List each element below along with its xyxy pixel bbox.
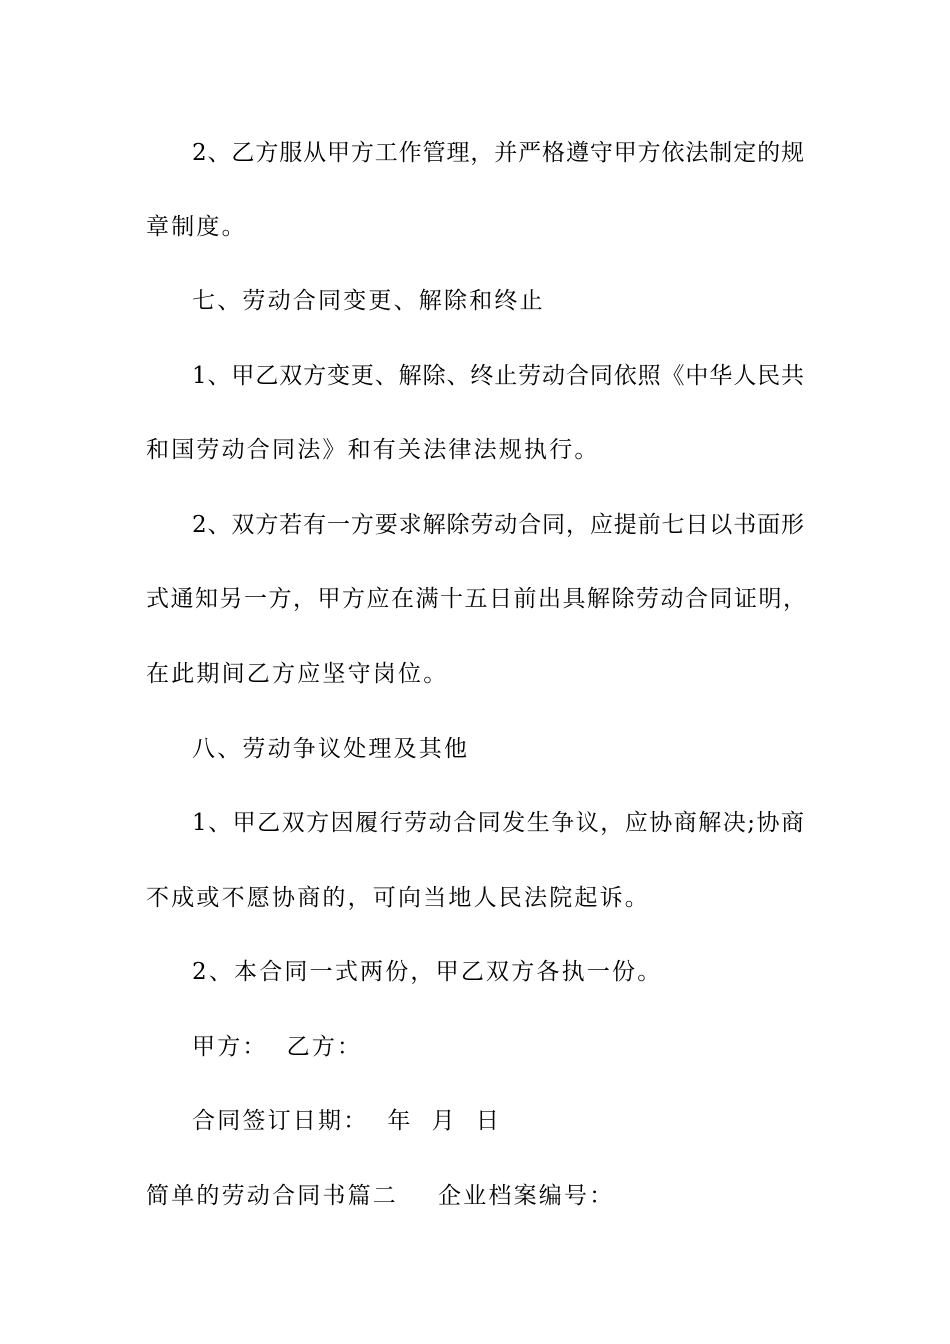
signing-date: 合同签订日期： 年 月 日 xyxy=(192,1108,502,1134)
paragraph-line: 2、双方若有一方要求解除劳动合同，应提前七日以书面形 xyxy=(192,512,804,538)
footer-row xyxy=(146,1181,614,1211)
paragraph-line: 2、乙方服从甲方工作管理，并严格遵守甲方依法制定的规 xyxy=(192,140,804,166)
section-heading: 八、劳动争议处理及其他 xyxy=(192,736,470,762)
paragraph-line: 在此期间乙方应坚守岗位。 xyxy=(146,661,449,687)
paragraph-line: 章制度。 xyxy=(146,214,247,240)
paragraph-line: 不成或不愿协商的，可向当地人民法院起诉。 xyxy=(146,885,650,911)
paragraph-line: 和国劳动合同法》和有关法律法规执行。 xyxy=(146,437,600,463)
paragraph-line: 式通知另一方，甲方应在满十五日前出具解除劳动合同证明， xyxy=(146,586,806,612)
section-heading: 七、劳动合同变更、解除和终止 xyxy=(192,288,545,314)
signature-parties: 甲方： 乙方： xyxy=(192,1034,363,1060)
footer-title: 简单的劳动合同书篇二 xyxy=(146,1183,398,1209)
paragraph-line: 2、本合同一式两份，甲乙双方各执一份。 xyxy=(192,959,663,985)
footer-field: 企业档案编号： xyxy=(438,1183,615,1209)
paragraph-line: 1、甲乙双方变更、解除、终止劳动合同依照《中华人民共 xyxy=(192,363,804,389)
paragraph-line: 1、甲乙双方因履行劳动合同发生争议，应协商解决;协商 xyxy=(192,810,804,836)
